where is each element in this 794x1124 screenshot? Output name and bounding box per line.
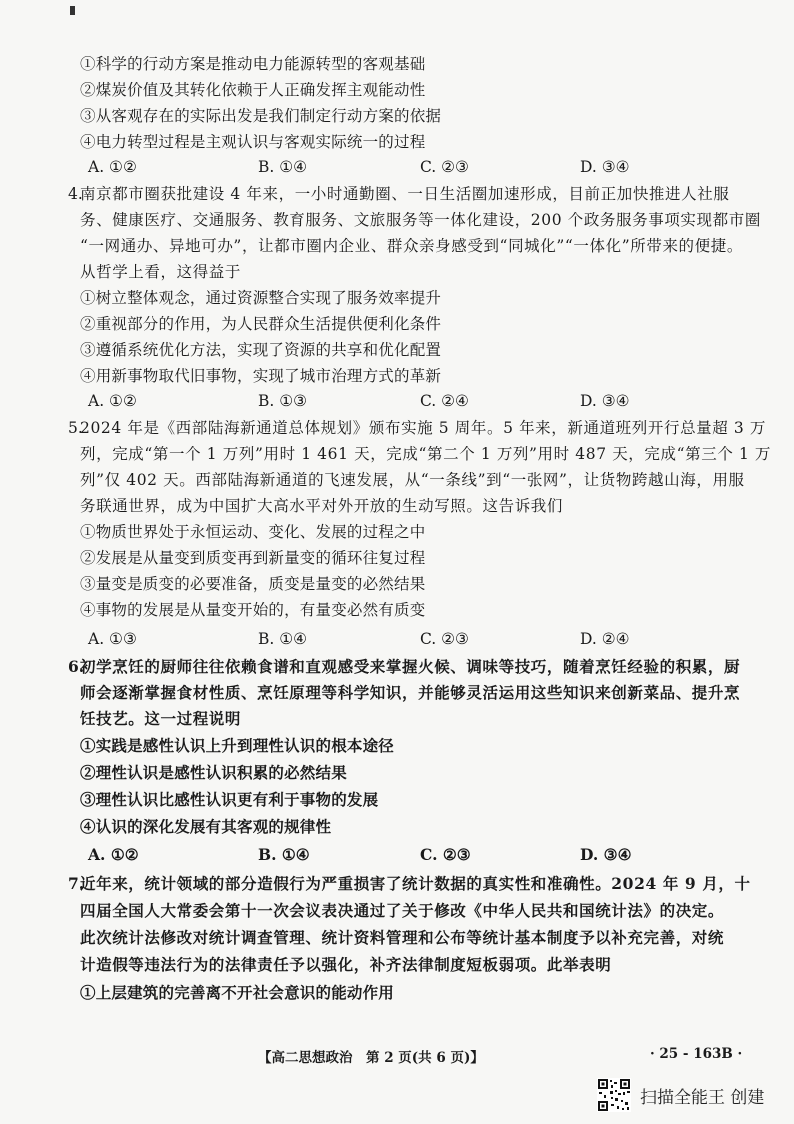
q6-option-a: A. ①② [88, 845, 139, 864]
q4-item-2: ②重视部分的作用，为人民群众生活提供便利化条件 [80, 315, 442, 333]
q6-option-d: D. ③④ [580, 845, 632, 864]
q6-number: 6. [68, 657, 85, 676]
q5-stem-line-1: 2024 年是《西部陆海新通道总体规划》颁布实施 5 周年。5 年来，新通道班列开行总量超 3 万 [80, 419, 766, 437]
q6-item-4: ④认识的深化发展有其客观的规律性 [80, 817, 332, 836]
q4-stem-line-2: 务、健康医疗、交通服务、教育服务、文旅服务等一体化建设，200 个政务服务事项实现都市圈 [80, 211, 761, 229]
q3-option-a: A. ①② [88, 158, 137, 176]
q6-stem-line-1: 初学烹饪的厨师往往依赖食谱和直观感受来掌握火候、调味等技巧，随着烹饪经验的积累，厨 [80, 657, 741, 676]
q5-stem-line-2: 列，完成“第一个 1 万列”用时 1 461 天，完成“第二个 1 万列”用时 487 天，完成“第三个 1 万 [80, 445, 772, 463]
q7-stem-line-2: 四届全国人大常委会第十一次会议表决通过了关于修改《中华人民共和国统计法》的决定。 [80, 901, 725, 920]
q4-item-4: ④用新事物取代旧事物，实现了城市治理方式的革新 [80, 367, 442, 385]
q3-item-3: ③从客观存在的实际出发是我们制定行动方案的依据 [80, 107, 442, 125]
q3-option-d: D. ③④ [580, 158, 630, 176]
q6-stem-line-2: 师会逐渐掌握食材性质、烹饪原理等科学知识，并能够灵活运用这些知识来创新菜品、提升烹 [80, 683, 741, 702]
q4-item-3: ③遵循系统优化方法，实现了资源的共享和优化配置 [80, 341, 442, 359]
q4-stem-line-4: 从哲学上看，这得益于 [80, 263, 242, 281]
q5-stem-line-4: 务联通世界，成为中国扩大高水平对外开放的生动写照。这告诉我们 [80, 497, 564, 515]
q4-option-c: C. ②④ [420, 392, 469, 410]
q3-item-4: ④电力转型过程是主观认识与客观实际统一的过程 [80, 133, 426, 151]
q7-stem-line-3: 此次统计法修改对统计调查管理、统计资料管理和公布等统计基本制度予以补充完善，对统 [80, 928, 725, 947]
q6-item-1: ①实践是感性认识上升到理性认识的根本途径 [80, 736, 395, 755]
q5-item-4: ④事物的发展是从量变开始的，有量变必然有质变 [80, 601, 426, 619]
q3-option-b: B. ①④ [258, 158, 308, 176]
q6-stem-line-3: 饪技艺。这一过程说明 [80, 709, 242, 728]
q5-stem-line-3: 列”仅 402 天。西部陆海新通道的飞速发展，从“一条线”到“一张网”，让货物跨越山海，用服 [80, 471, 745, 489]
q5-option-a: A. ①③ [88, 630, 137, 648]
page-footer-code: · 25 - 163B · [650, 1046, 743, 1062]
q4-stem-line-3: “一网通办、异地可办”，让都市圈内企业、群众亲身感受到“同城化”“一体化”所带来的便捷。 [80, 237, 743, 255]
q4-option-b: B. ①③ [258, 392, 308, 410]
q5-item-2: ②发展是从量变到质变再到新量变的循环往复过程 [80, 549, 426, 567]
q5-number: 5. [68, 419, 83, 437]
q3-option-c: C. ②③ [420, 158, 469, 176]
q6-item-2: ②理性认识是感性认识积累的必然结果 [80, 763, 347, 782]
q4-number: 4. [68, 185, 83, 203]
q7-stem-line-4: 计造假等违法行为的法律责任予以强化，补齐法律制度短板弱项。此举表明 [80, 955, 612, 974]
q4-option-d: D. ③④ [580, 392, 630, 410]
q5-item-3: ③量变是质变的必要准备，质变是量变的必然结果 [80, 575, 426, 593]
q7-stem-line-1: 近年来，统计领域的部分造假行为严重损害了统计数据的真实性和准确性。2024 年 9 月，十 [80, 874, 751, 893]
q4-stem-line-1: 南京都市圈获批建设 4 年来，一小时通勤圈、一日生活圈加速形成，目前正加快推进人社服 [80, 185, 730, 203]
q4-item-1: ①树立整体观念，通过资源整合实现了服务效率提升 [80, 289, 442, 307]
q4-option-a: A. ①② [88, 392, 137, 410]
scanner-watermark-text: 扫描全能王 创建 [640, 1088, 765, 1108]
q5-option-c: C. ②③ [420, 630, 469, 648]
q5-option-d: D. ②④ [580, 630, 630, 648]
qr-code-icon [597, 1078, 631, 1112]
q3-item-2: ②煤炭价值及其转化依赖于人正确发挥主观能动性 [80, 81, 426, 99]
q7-number: 7. [68, 874, 85, 893]
q6-option-c: C. ②③ [420, 845, 471, 864]
q6-item-3: ③理性认识比感性认识更有利于事物的发展 [80, 790, 379, 809]
q6-option-b: B. ①④ [258, 845, 310, 864]
page-footer-title: 【高二思想政治 第 2 页(共 6 页)】 [258, 1050, 484, 1066]
q3-item-1: ①科学的行动方案是推动电力能源转型的客观基础 [80, 55, 426, 73]
q5-item-1: ①物质世界处于永恒运动、变化、发展的过程之中 [80, 523, 426, 541]
q7-item-1: ①上层建筑的完善离不开社会意识的能动作用 [80, 983, 395, 1002]
scan-artifact-mark [70, 6, 75, 15]
q5-option-b: B. ①④ [258, 630, 308, 648]
